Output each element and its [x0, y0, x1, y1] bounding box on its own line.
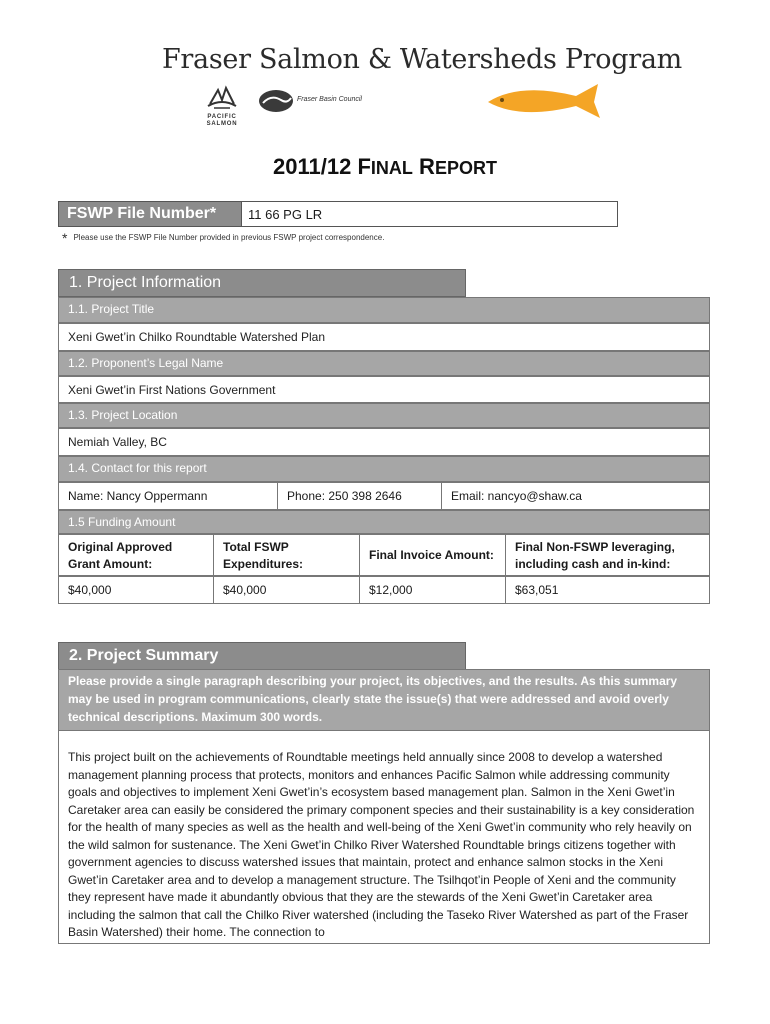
file-number-field[interactable]: 11 66 PG LR	[241, 202, 617, 226]
pacific-salmon-label: PACIFIC SALMON	[206, 114, 238, 127]
report-title: 2011/12 FINAL REPORT	[273, 154, 497, 179]
fraser-basin-council-label: Fraser Basin Council	[297, 96, 362, 103]
salmon-fish-icon	[480, 76, 610, 124]
program-header	[160, 44, 682, 127]
section-project-information-heading: 1. Project Information	[58, 269, 466, 297]
funding-value-total[interactable]: $40,000	[214, 577, 360, 603]
project-title-label: 1.1. Project Title	[58, 297, 710, 323]
funding-label: 1.5 Funding Amount	[58, 510, 710, 534]
funding-header-invoice: Final Invoice Amount:	[360, 535, 506, 575]
contact-name-field[interactable]: Name: Nancy Oppermann	[59, 483, 278, 509]
location-label: 1.3. Project Location	[58, 403, 710, 428]
funding-value-original[interactable]: $40,000	[59, 577, 214, 603]
contact-label: 1.4. Contact for this report	[58, 456, 710, 482]
file-number-row	[58, 201, 618, 227]
fraser-basin-council-logo-icon	[257, 88, 295, 114]
funding-header-row	[58, 534, 710, 576]
summary-text-field[interactable]: This project built on the achievements of Roundtable meetings held annually since 2008 to develop a watershed management planning process that protects, monitors and enhances Pacific Salmon while addressing community goals and objectives to implement Xeni Gwet’in’s ecosystem based management plan. Salmon in the Xeni Gwet’in Caretaker area can easily be considered the primary component species and their sustainability is a key consideration for the health of many species as well as the health and well-being of the Xeni Gwet’in community who rely heavily on the wild salmon for sustenance. The Xeni Gwet’in Chilko River Watershed Roundtable brings citizens together with government agencies to discuss watershed issues that maintain, protect and enhance salmon stocks in the Xeni Gwet’in Caretaker area and to develop a management structure. The Tsilhqot’in People of Xeni and the community they represent have made it abundantly obvious that they are the stewards of the Xeni Gwet’in Caretaker area including the salmon that call the Chilko River watershed (including the Taseko River Watershed as part of the Fraser Basin Watershed) their home. The connection to	[58, 731, 710, 944]
section-project-summary-heading: 2. Project Summary	[58, 642, 466, 670]
location-field[interactable]: Nemiah Valley, BC	[58, 428, 710, 456]
summary-instructions: Please provide a single paragraph describing your project, its objectives, and the results. As this summary may be used in program communications, clearly state the issue(s) that were addressed and avoid overly technical descriptions. Maximum 300 words.	[58, 669, 710, 731]
contact-row	[58, 482, 710, 510]
funding-header-leveraging: Final Non-FSWP leveraging, including cash and in-kind:	[515, 540, 675, 571]
funding-header-total: Total FSWP Expenditures:	[214, 535, 360, 575]
file-number-note: * Please use the FSWP File Number provided in previous FSWP project correspondence.	[62, 230, 385, 246]
proponent-label: 1.2. Proponent’s Legal Name	[58, 351, 710, 376]
project-title-field[interactable]: Xeni Gwet’in Chilko Roundtable Watershed Plan	[58, 323, 710, 351]
proponent-field[interactable]: Xeni Gwet’in First Nations Government	[58, 376, 710, 403]
funding-header-original: Original Approved Grant Amount:	[59, 535, 214, 575]
file-number-label: FSWP File Number*	[59, 202, 241, 226]
program-title: Fraser Salmon & Watersheds Program	[162, 44, 682, 75]
contact-email-field[interactable]: Email: nancyo@shaw.ca	[451, 489, 582, 503]
contact-phone-field[interactable]: Phone: 250 398 2646	[278, 483, 442, 509]
funding-value-leveraging[interactable]: $63,051	[515, 583, 559, 597]
funding-value-invoice[interactable]: $12,000	[360, 577, 506, 603]
funding-value-row	[58, 576, 710, 604]
